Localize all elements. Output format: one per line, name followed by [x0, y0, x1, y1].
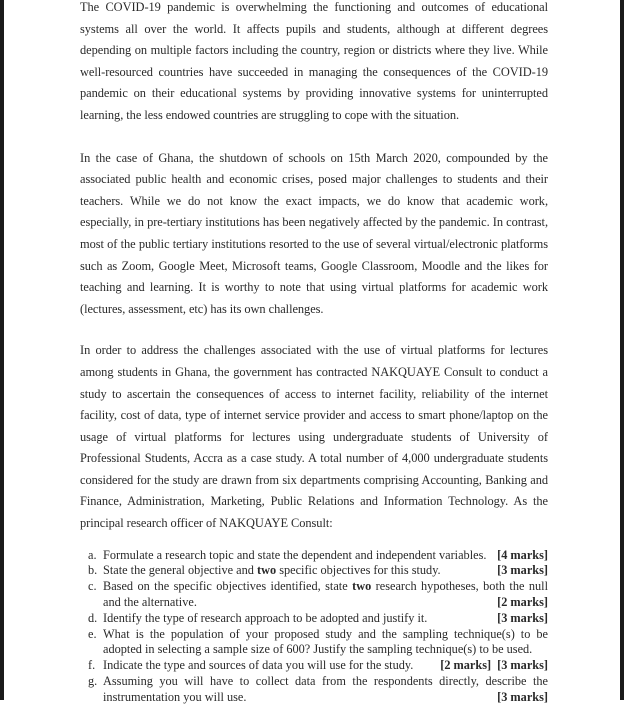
left-frame-border [0, 0, 4, 700]
paragraph-covid-overview: The COVID-19 pandemic is overwhelming the functioning and outcomes of educational systems all over the world. It affects pupils and students, although at different degrees depending on multiple factors including the country, region or districts where they live. While well-resourced countries have succeeded in managing the consequences of the COVID-19 pandemic on their educational systems by providing innovative systems for uninterrupted learning, the less endowed countries are struggling to cope with the situation. [80, 0, 548, 122]
question-text-before: State the general objective and [103, 563, 257, 578]
question-marks: [2 marks] [440, 658, 492, 673]
question-emphasis: two [257, 563, 277, 578]
question-text [103, 563, 441, 579]
question-text: Identify the type of research approach to be adopted and justify it. [103, 610, 428, 625]
question-list [80, 548, 548, 706]
question-letter: a. [88, 547, 97, 562]
question-text: Formulate a research topic and state the dependent and independent variables. [103, 547, 487, 562]
question-marks: [3 marks] [497, 563, 548, 578]
question-letter: f. [88, 658, 96, 673]
question-marks: [3 marks] [497, 689, 548, 704]
question-text-after: specific objectives for this study. [276, 563, 441, 578]
question-letter: c. [88, 579, 97, 594]
question-marks: [3 marks] [497, 610, 548, 625]
question-marks: [4 marks] [497, 547, 548, 562]
question-item-b [88, 563, 548, 579]
paragraph-ghana-case: In the case of Ghana, the shutdown of schools on 15th March 2020, compounded by the associated public health and economic crises, posed major challenges to students and their teachers. While we do not know the exact impacts, we do know that academic work, especially, in pre-tertiary institutions has been negatively affected by the pandemic. In contrast, most of the public tertiary institutions resorted to the use of several virtual/electronic platforms such as Zoom, Google Meet, Microsoft teams, Google Classroom, Moodle and the likes for teaching and learning. It is worthy to note that using virtual platforms for academic work (lectures, assessment, etc) has its own challenges. [80, 150, 548, 316]
document-page [80, 0, 548, 706]
question-text: Indicate the type and sources of data you will use for the study. [103, 658, 414, 673]
question-marks: [2 marks] [497, 595, 548, 610]
question-item-g [88, 674, 548, 706]
question-letter: e. [88, 626, 97, 641]
right-frame-border [620, 0, 624, 700]
question-text-after: research hypotheses, both the null and the alternative. [103, 579, 549, 610]
question-text: What is the population of your proposed study and the sampling technique(s) to be adopted in selecting a sample size of 600? Justify the sampling technique(s) to be used. [103, 626, 548, 657]
question-item-c [88, 579, 548, 611]
question-letter: d. [88, 610, 98, 625]
question-letter: g. [88, 674, 98, 689]
question-item-d [88, 611, 548, 627]
paragraph-nakquaye-study: In order to address the challenges associated with the use of virtual platforms for lectures among students in Ghana, the government has contracted NAKQUAYE Consult to conduct a study to ascertain the consequences of access to internet facility, reliability of the internet facility, cost of data, type of internet service provider and access to smart phone/laptop on the usage of virtual platforms for lectures using undergraduate students of University of Professional Students, Accra as a case study. A total number of 4,000 undergraduate students considered for the study are drawn from six departments comprising Accounting, Banking and Finance, Administration, Marketing, Public Relations and Information Technology. As the principal research officer of NAKQUAYE Consult: [80, 343, 548, 531]
question-emphasis: two [352, 579, 372, 594]
question-item-f [88, 658, 548, 674]
question-text: Assuming you will have to collect data from the respondents directly, describe the instrumentation you will use. [103, 674, 548, 704]
question-text-before: Based on the specific objectives identified, state [103, 579, 353, 594]
question-item-a [88, 548, 548, 564]
question-letter: b. [88, 563, 98, 578]
question-marks: [3 marks] [497, 658, 548, 673]
question-text [103, 579, 548, 609]
